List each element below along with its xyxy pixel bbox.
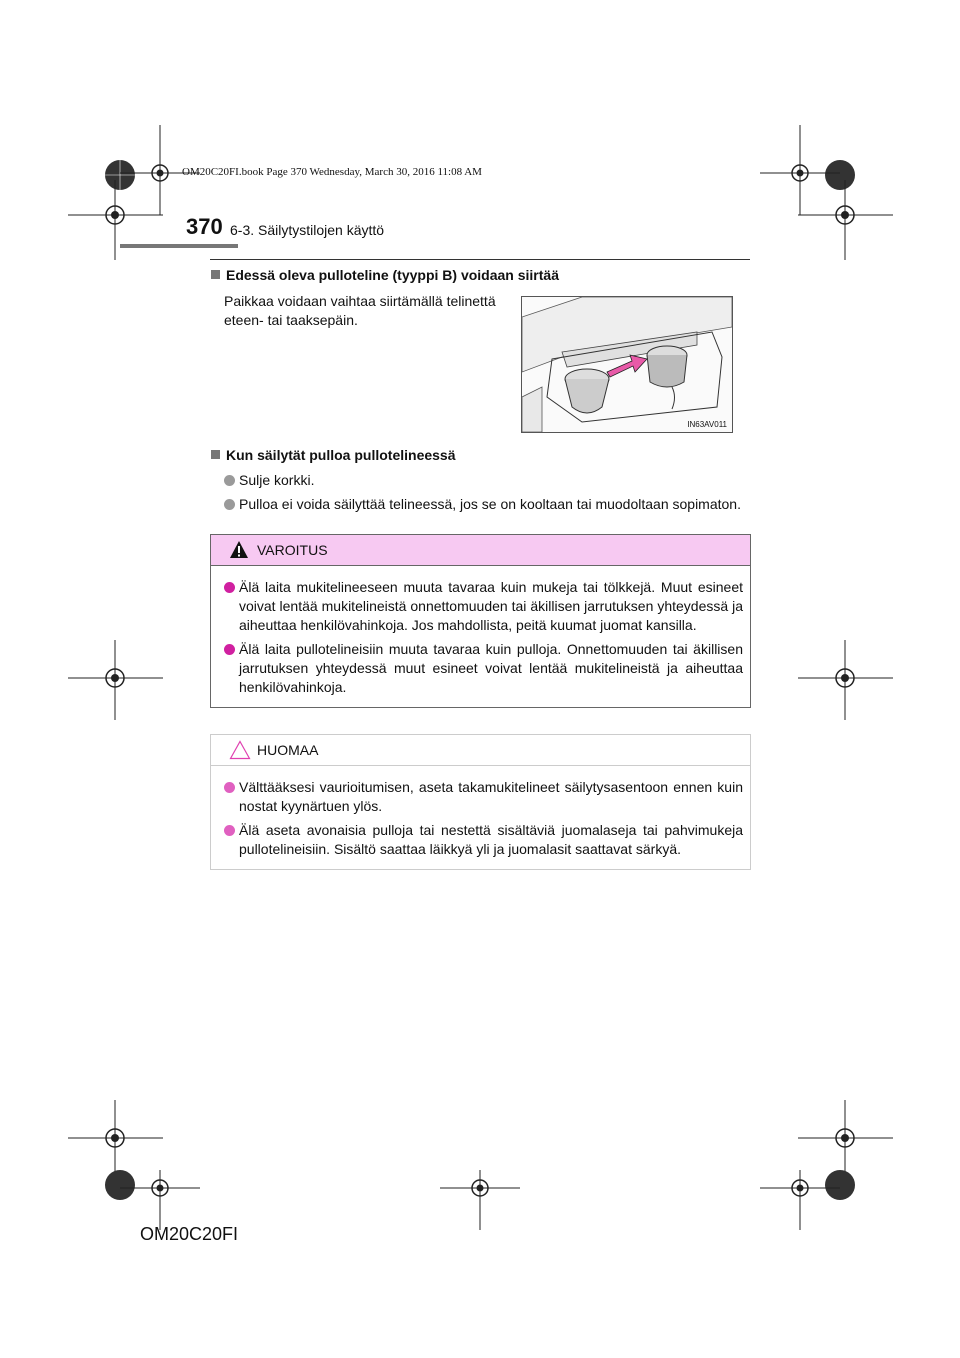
- square-bullet-icon: [211, 270, 220, 279]
- page-number: 370: [186, 214, 223, 239]
- footer-code: OM20C20FI: [140, 1224, 239, 1244]
- crosshair-mark-icon: [760, 125, 840, 215]
- notice-header: [211, 735, 750, 766]
- crosshair-mark-icon: [440, 1170, 520, 1230]
- crosshair-mark-icon: [68, 640, 163, 720]
- list-item-text: Älä laita mukitelineeseen muuta tavaraa kuin mukeja tai tölkkejä. Muut esineet voivat lentää mukitelineistä onnettomuuden tai äkillisen jarrutuksen yhteydessä ja aiheuttaa henkilövahinkoja. Jos mahdollista, peitä kuumat juomat kansilla.: [239, 579, 743, 633]
- list-item-text: Pulloa ei voida säilyttää telineessä, jos se on kooltaan tai muodoltaan sopimaton.: [239, 496, 741, 512]
- list-item: [224, 578, 743, 635]
- warning-list: [224, 578, 743, 697]
- list-item: [224, 471, 751, 490]
- list-item: [224, 640, 743, 697]
- list-item-text: Sulje korkki.: [239, 472, 315, 488]
- crosshair-mark-icon: [798, 640, 893, 720]
- bottle-holder-illustration: [521, 296, 733, 433]
- section-heading: [211, 267, 559, 283]
- book-header: OM20C20FI.book Page 370 Wednesday, March 30, 2016 11:08 AM: [182, 166, 482, 178]
- list-item: [224, 821, 743, 859]
- section-paragraph: Paikkaa voidaan vaihtaa siirtämällä telinettä eteen- tai taaksepäin.: [224, 293, 496, 328]
- header-divider: [210, 259, 750, 260]
- caution-triangle-icon: [229, 740, 251, 760]
- figure-code: IN63AV011: [687, 420, 727, 429]
- section-heading-text: Kun säilytät pulloa pullotelineessä: [226, 447, 456, 463]
- warning-title: VAROITUS: [257, 542, 328, 558]
- bullet-icon: [224, 582, 235, 593]
- notice-title: HUOMAA: [257, 742, 319, 758]
- bullet-icon: [224, 475, 235, 486]
- bullet-icon: [224, 499, 235, 510]
- list-item-text: Älä aseta avonaisia pulloja tai nestettä sisältäviä juomalaseja tai pahvimukeja pullotelineisiin. Sisältö saattaa läikkyä yli ja juomalasit saattavat särkyä.: [239, 822, 743, 857]
- list-item-text: Älä laita pullotelineisiin muuta tavaraa kuin pulloja. Onnettomuuden tai äkillisen jarrutuksen yhteydessä muut esineet voivat lentää mukitelineistä ja aiheuttaa henkilövahinkoja.: [239, 641, 743, 695]
- crosshair-mark-icon: [760, 1170, 840, 1230]
- header-bar: [120, 244, 238, 248]
- bullet-list: [224, 471, 751, 519]
- warning-header: [211, 535, 750, 566]
- list-item: [224, 495, 751, 514]
- section-heading-text: Edessä oleva pulloteline (tyyppi B) voidaan siirtää: [226, 267, 559, 283]
- bullet-icon: [224, 825, 235, 836]
- list-item-text: Välttääksesi vaurioitumisen, aseta takamukitelineet säilytysasentoon ennen kuin nostat kyynärtuen ylös.: [239, 779, 743, 814]
- section-heading: [211, 447, 456, 463]
- notice-box: [210, 734, 751, 870]
- bullet-icon: [224, 644, 235, 655]
- section-title: 6-3. Säilytystilojen käyttö: [230, 222, 385, 238]
- square-bullet-icon: [211, 450, 220, 459]
- crosshair-mark-icon: [120, 1170, 200, 1230]
- bullet-icon: [224, 782, 235, 793]
- warning-triangle-icon: [229, 540, 249, 559]
- notice-list: [224, 778, 743, 859]
- warning-box: [210, 534, 751, 708]
- list-item: [224, 778, 743, 816]
